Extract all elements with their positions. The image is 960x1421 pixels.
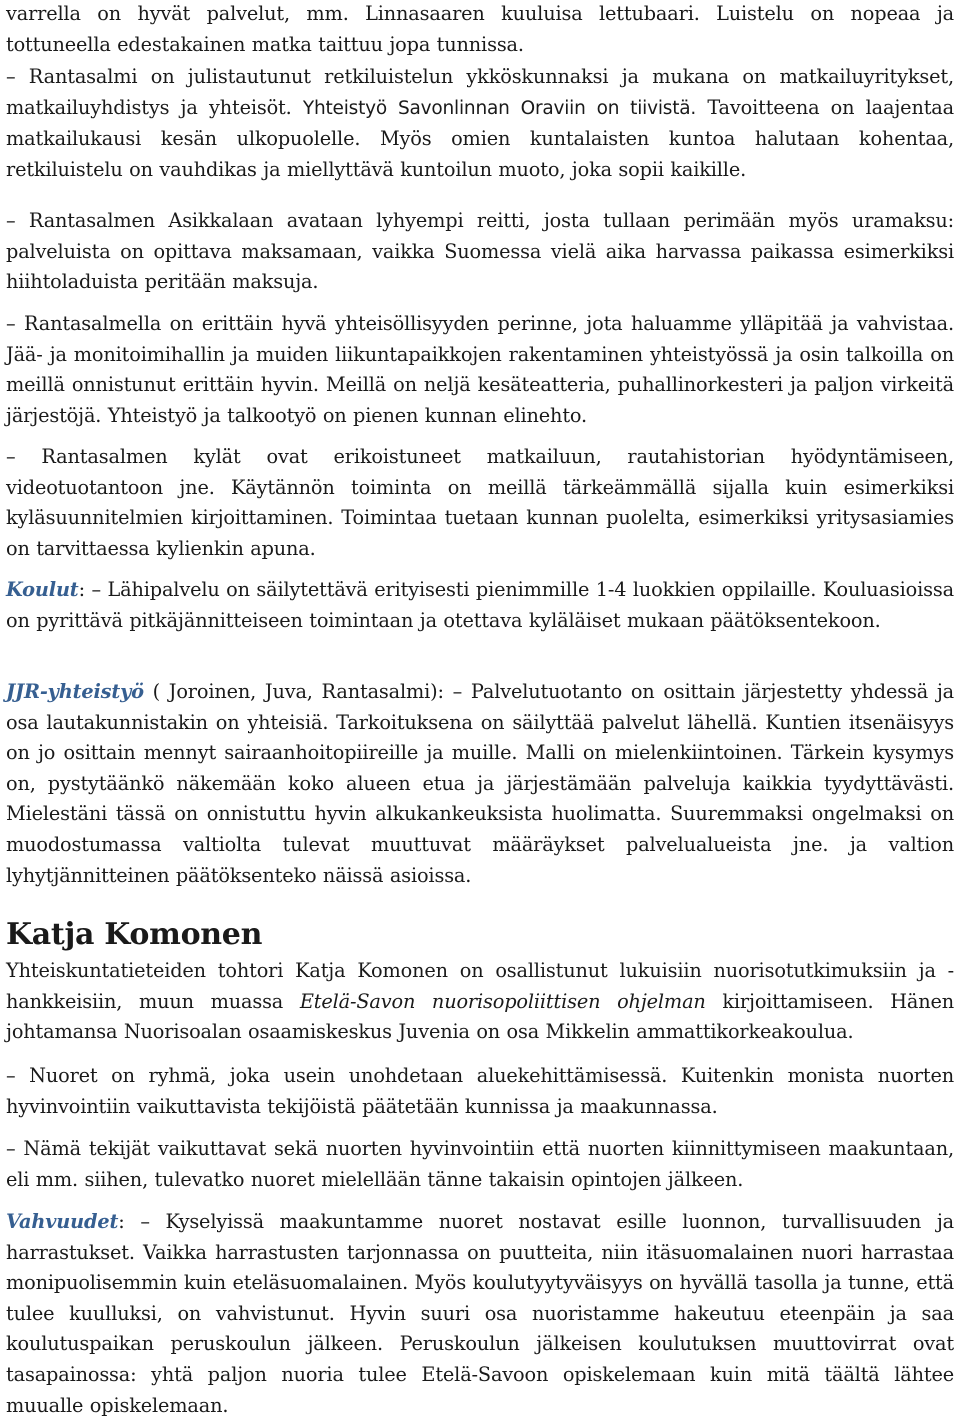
paragraph-youth-forgotten: [6, 1061, 954, 1122]
paragraph-text: : – Lähipalvelu on säilytettävä erityisesti pienimmille 1-4 luokkien oppilaille. Kouluasioissa on pyrittävä pitkäjännitteiseen toimintaan ja otettava kyläläiset mukaan päätöksentekoon.: [6, 578, 954, 632]
paragraph-text: : – Kyselyissä maakuntamme nuoret nostavat esille luonnon, turvallisuuden ja harrastukset. Vaikka harrastusten tarjonnassa on puutteita, niin itäsuomalainen nuori harrastaa monipuolisemmin kuin eteläsuomalainen. Myös koulutyytyväisyys on hyvällä tasolla ja tunne, että tulee kuulluksi, on vahvistunut. Hyvin suuri osa nuoristamme hakeutuu eteenpäin ja saa koulutuspaikan peruskoulun jälkeen. Peruskoulun jälkeisen koulutuksen muuttovirrat ovat tasapainossa: yhtä paljon nuoria tulee Etelä-Savoon opiskelemaan kuin mitä täältä lähtee muualle opiskelemaan.: [6, 1210, 954, 1417]
paragraph-text: kirjoittamiseen. Hänen johtamansa Nuorisoalan osaamiskeskus Juvenia on osa Mikkelin ammattikorkeakoulua.: [6, 989, 955, 1044]
paragraph-text-sans: Yhteistyö Savonlinnan Oraviin on tiivistä.: [302, 97, 697, 119]
paragraph-strengths: [6, 1207, 954, 1421]
paragraph-text: ( Joroinen, Juva, Rantasalmi): – Palvelutuotanto on osittain järjestetty yhdessä ja osa lautakunnistakin on yhteisiä. Tarkoituksena on säilyttää palvelut lähellä. Kuntien itsenäisyys on jo osittain mennyt sairaanhoitopiireille ja muille. Malli on mielenkiintoinen. Tärkein kysymys on, pystytäänkö näkemään koko alueen etua ja järjestämään palveluja kaikkia tyydyttävästi. Mielestäni tässä on onnistuttu hyvin alkukankeuksista huolimatta. Suuremmaksi ongelmaksi on muodostumassa valtiolta tulevat muuttuvat määräykset palvelualueista jne. ja valtion lyhytjännitteinen päätöksenteko näissä asioissa.: [6, 680, 954, 887]
term-jjr-yhteistyo: JJR-yhteistyö: [6, 680, 144, 703]
paragraph-text: – Rantasalmella on erittäin hyvä yhteisöllisyyden perinne, jota haluamme ylläpitää ja vahvistaa. Jää- ja monitoimihallin ja muiden liikuntapaikkojen rakentaminen yhteistyössä ja osin talkoilla on meillä onnistunut erittäin hyvin. Meillä on neljä kesäteatteria, puhallinorkesteri ja paljon virkeitä järjestöjä. Yhteistyö ja talkootyö on pienen kunnan elinehto.: [6, 312, 954, 427]
paragraph-text: – Rantasalmen kylät ovat erikoistuneet matkailuun, rautahistorian hyödyntämiseen, videotuotantoon jne. Käytännön toiminta on meillä tärkeämmällä sijalla kuin esimerkiksi kyläsuunnitelmien kirjoittaminen. Toimintaa tuetaan kunnan puolelta, esimerkiksi yritysasiamies on tarvittaessa kylienkin apuna.: [6, 445, 954, 560]
paragraph-rantasalmi-skating: [6, 62, 954, 185]
program-title: Etelä-Savon nuorisopoliittisen ohjelman: [299, 989, 706, 1013]
paragraph-text: Tavoitteena on laajentaa matkailukausi kesän ulkopuolelle. Myös omien kuntalaisten kuntoa halutaan kohentaa, retkiluistelu on vauhdikas ja miellyttävä kuntoilun muoto, joka sopii kaikille.: [6, 95, 954, 181]
paragraph-text: – Nämä tekijät vaikuttavat sekä nuorten hyvinvointiin että nuorten kiinnittymiseen maakuntaan, eli mm. siihen, tulevatko nuoret mielellään tänne takaisin opintojen jälkeen.: [6, 1137, 954, 1191]
paragraph-text: – Nuoret on ryhmä, joka usein unohdetaan aluekehittämisessä. Kuitenkin monista nuorten hyvinvointiin vaikuttavista tekijöistä päätetään kunnissa ja maakunnassa.: [6, 1064, 954, 1118]
paragraph-skating-route: [6, 0, 954, 60]
paragraph-text: Yhteiskuntatieteiden tohtori Katja Komonen on osallistunut lukuisiin nuorisotutkimuksiin ja -hankkeisiin, muun muassa: [6, 959, 954, 1013]
paragraph-komonen-intro: [6, 956, 954, 1048]
paragraph-asikkala-route: [6, 206, 954, 298]
paragraph-jjr-cooperation: [6, 677, 954, 891]
paragraph-community: [6, 309, 954, 431]
paragraph-text: – Rantasalmen Asikkalaan avataan lyhyempi reitti, josta tullaan perimään myös uramaksu: palveluista on opittava maksamaan, vaikka Suomessa vielä aika harvassa paikassa esimerkiksi hiihtoladuista peritään maksuja.: [6, 209, 954, 294]
term-koulut: Koulut: [6, 578, 79, 601]
paragraph-schools: [6, 575, 954, 636]
paragraph-text: – Rantasalmi on julistautunut retkiluistelun ykköskunnaksi ja mukana on matkailuyritykset, matkailuyhdistys ja yhteisöt.: [6, 65, 954, 119]
term-vahvuudet: Vahvuudet: [6, 1210, 119, 1233]
paragraph-youth-factors: [6, 1134, 954, 1195]
section-heading: Katja Komonen: [6, 917, 263, 952]
paragraph-villages: [6, 442, 954, 564]
paragraph-text: varrella on hyvät palvelut, mm. Linnasaaren kuuluisa lettubaari. Luistelu on nopeaa ja tottuneella edestakainen matka taittuu jopa tunnissa.: [6, 2, 954, 56]
